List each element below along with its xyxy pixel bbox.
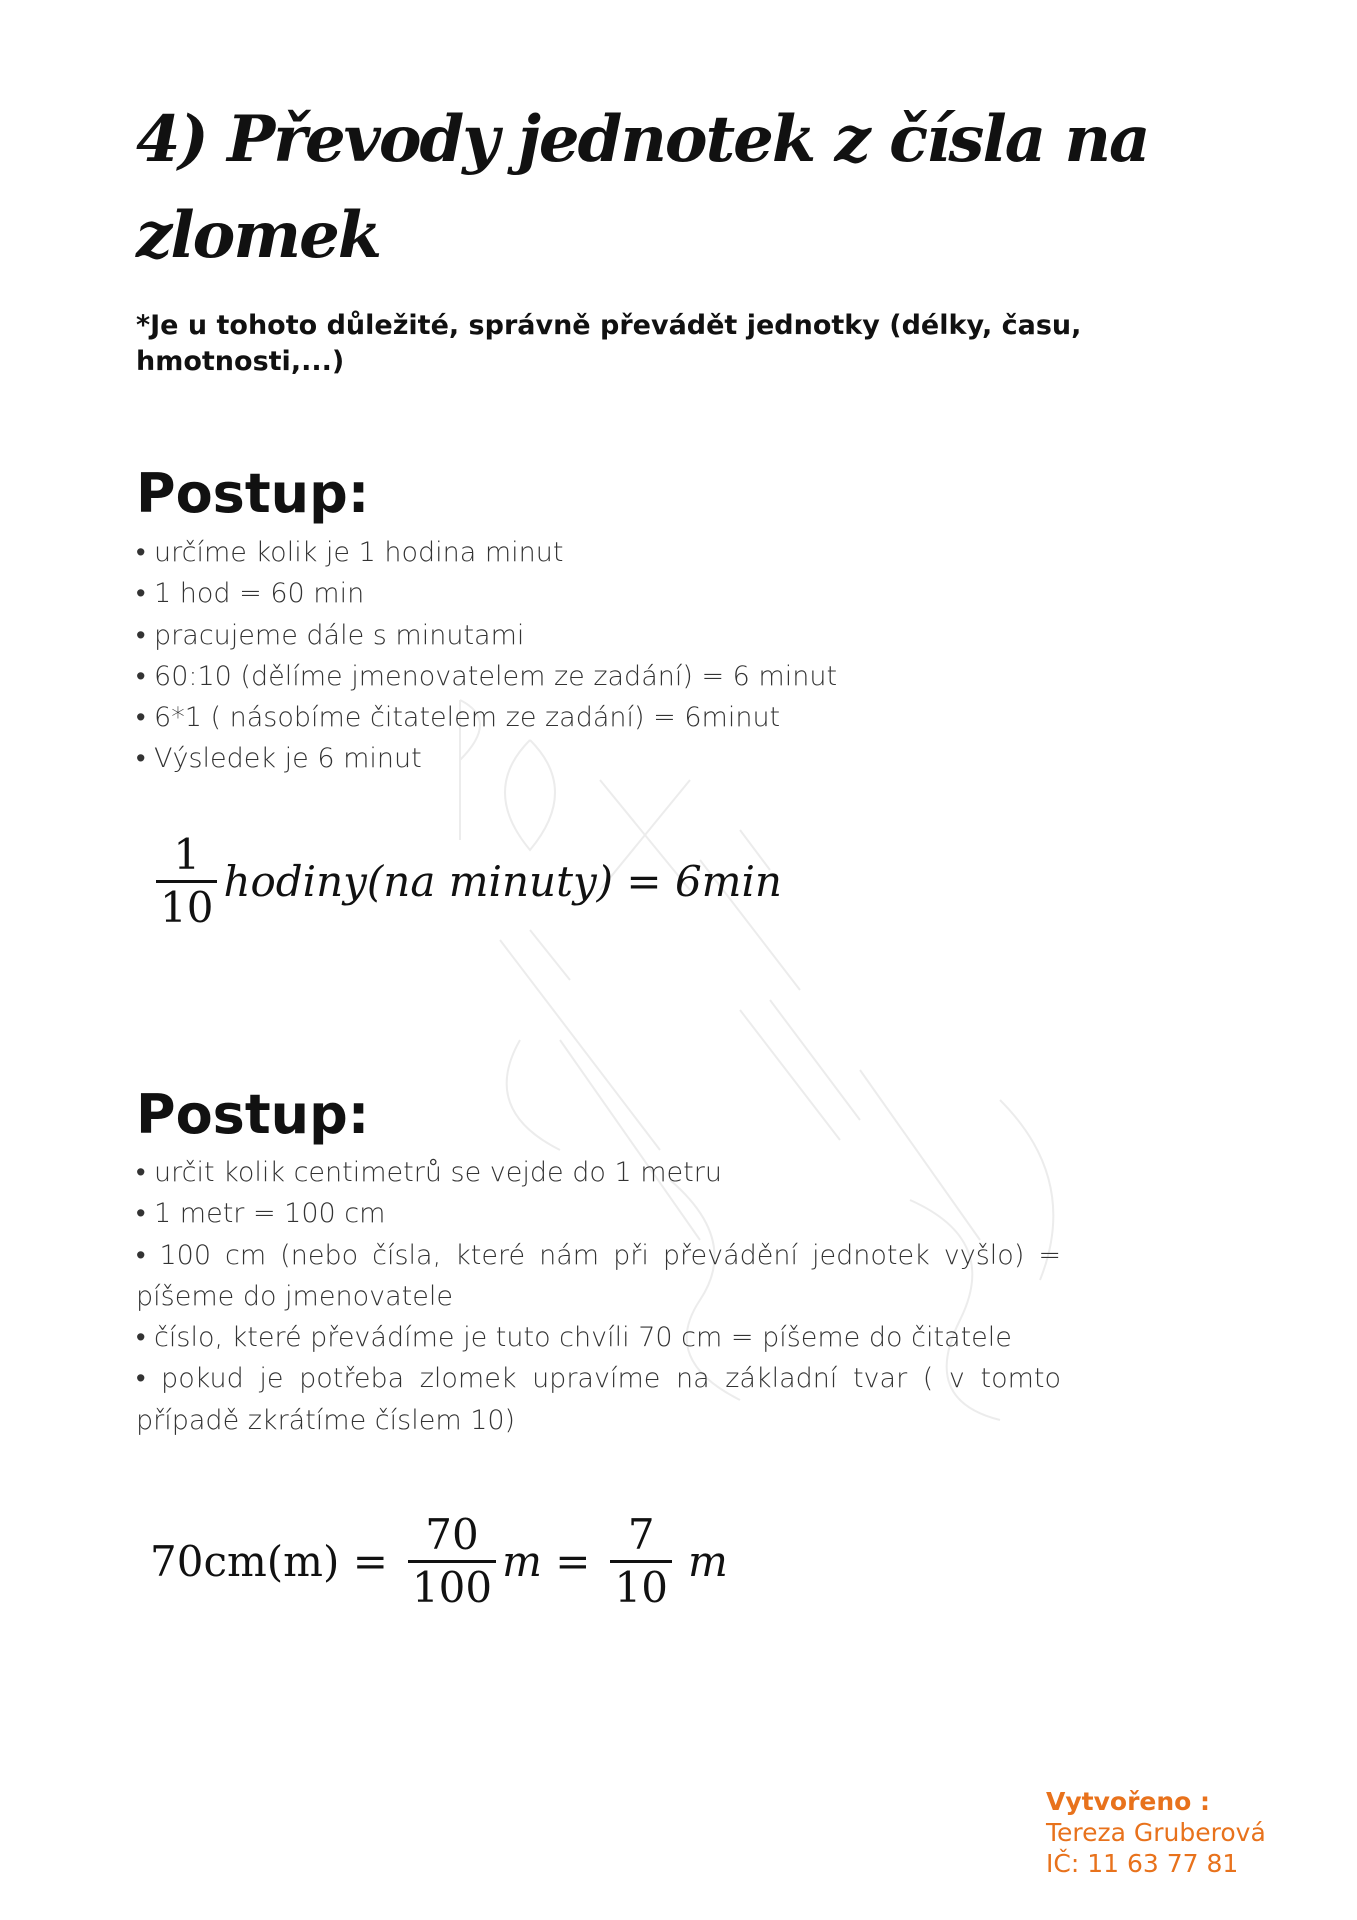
list-item: • určíme kolik je 1 hodina minut <box>136 537 564 568</box>
subtitle-note: *Je u tohoto důležité, správně převádět jednotky (délky, času, hmotnosti,...) <box>136 310 1082 377</box>
section1-formula <box>150 830 782 933</box>
list-item: • 1 metr = 100 cm <box>136 1198 386 1230</box>
fraction <box>156 830 217 933</box>
list-item: • 1 hod = 60 min <box>136 578 365 610</box>
fraction-denominator: 100 <box>411 1563 493 1612</box>
section2-formula <box>150 1510 728 1613</box>
fraction-numerator: 1 <box>173 830 201 879</box>
formula-mid: m = <box>502 1537 591 1586</box>
fraction <box>408 1510 496 1613</box>
author-credit <box>1046 1786 1266 1879</box>
fraction <box>610 1510 671 1613</box>
formula-unit: m <box>687 1537 728 1586</box>
section2-heading: Postup: <box>136 1083 370 1146</box>
fraction-numerator: 70 <box>425 1510 479 1559</box>
formula-lhs: 70cm(m) = <box>150 1537 388 1586</box>
credit-label: Vytvořeno : <box>1046 1787 1211 1816</box>
section1-steps <box>136 532 1036 780</box>
fraction-denominator: 10 <box>160 883 214 932</box>
formula-expression: hodiny(na minuty) = 6min <box>223 857 782 906</box>
list-item: • 100 cm (nebo čísla, které nám při převádění jednotek vyšlo) = píšeme do jmenovatele <box>136 1239 1061 1312</box>
fraction-numerator: 7 <box>627 1510 655 1559</box>
author-name: Tereza Gruberová <box>1046 1818 1266 1847</box>
list-item: • pracujeme dále s minutami <box>136 619 525 651</box>
section1-heading: Postup: <box>136 462 370 525</box>
list-item: • pokud je potřeba zlomek upravíme na základní tvar ( v tomto případě zkrátíme číslem 10) <box>136 1363 1061 1436</box>
page-title: 4) Převody jednotek z čísla na zlomek <box>136 102 1149 273</box>
list-item: • 60:10 (dělíme jmenovatelem ze zadání) = 6 minut <box>136 660 838 692</box>
author-ic: IČ: 11 63 77 81 <box>1046 1849 1239 1878</box>
list-item: • určit kolik centimetrů se vejde do 1 metru <box>136 1157 722 1188</box>
list-item: • číslo, které převádíme je tuto chvíli 70 cm = píšeme do čitatele <box>136 1322 1012 1354</box>
section2-steps <box>136 1152 1061 1441</box>
list-item: • 6*1 ( násobíme čitatelem ze zadání) = 6minut <box>136 702 781 734</box>
list-item: • Výsledek je 6 minut <box>136 743 422 775</box>
fraction-denominator: 10 <box>614 1563 668 1612</box>
